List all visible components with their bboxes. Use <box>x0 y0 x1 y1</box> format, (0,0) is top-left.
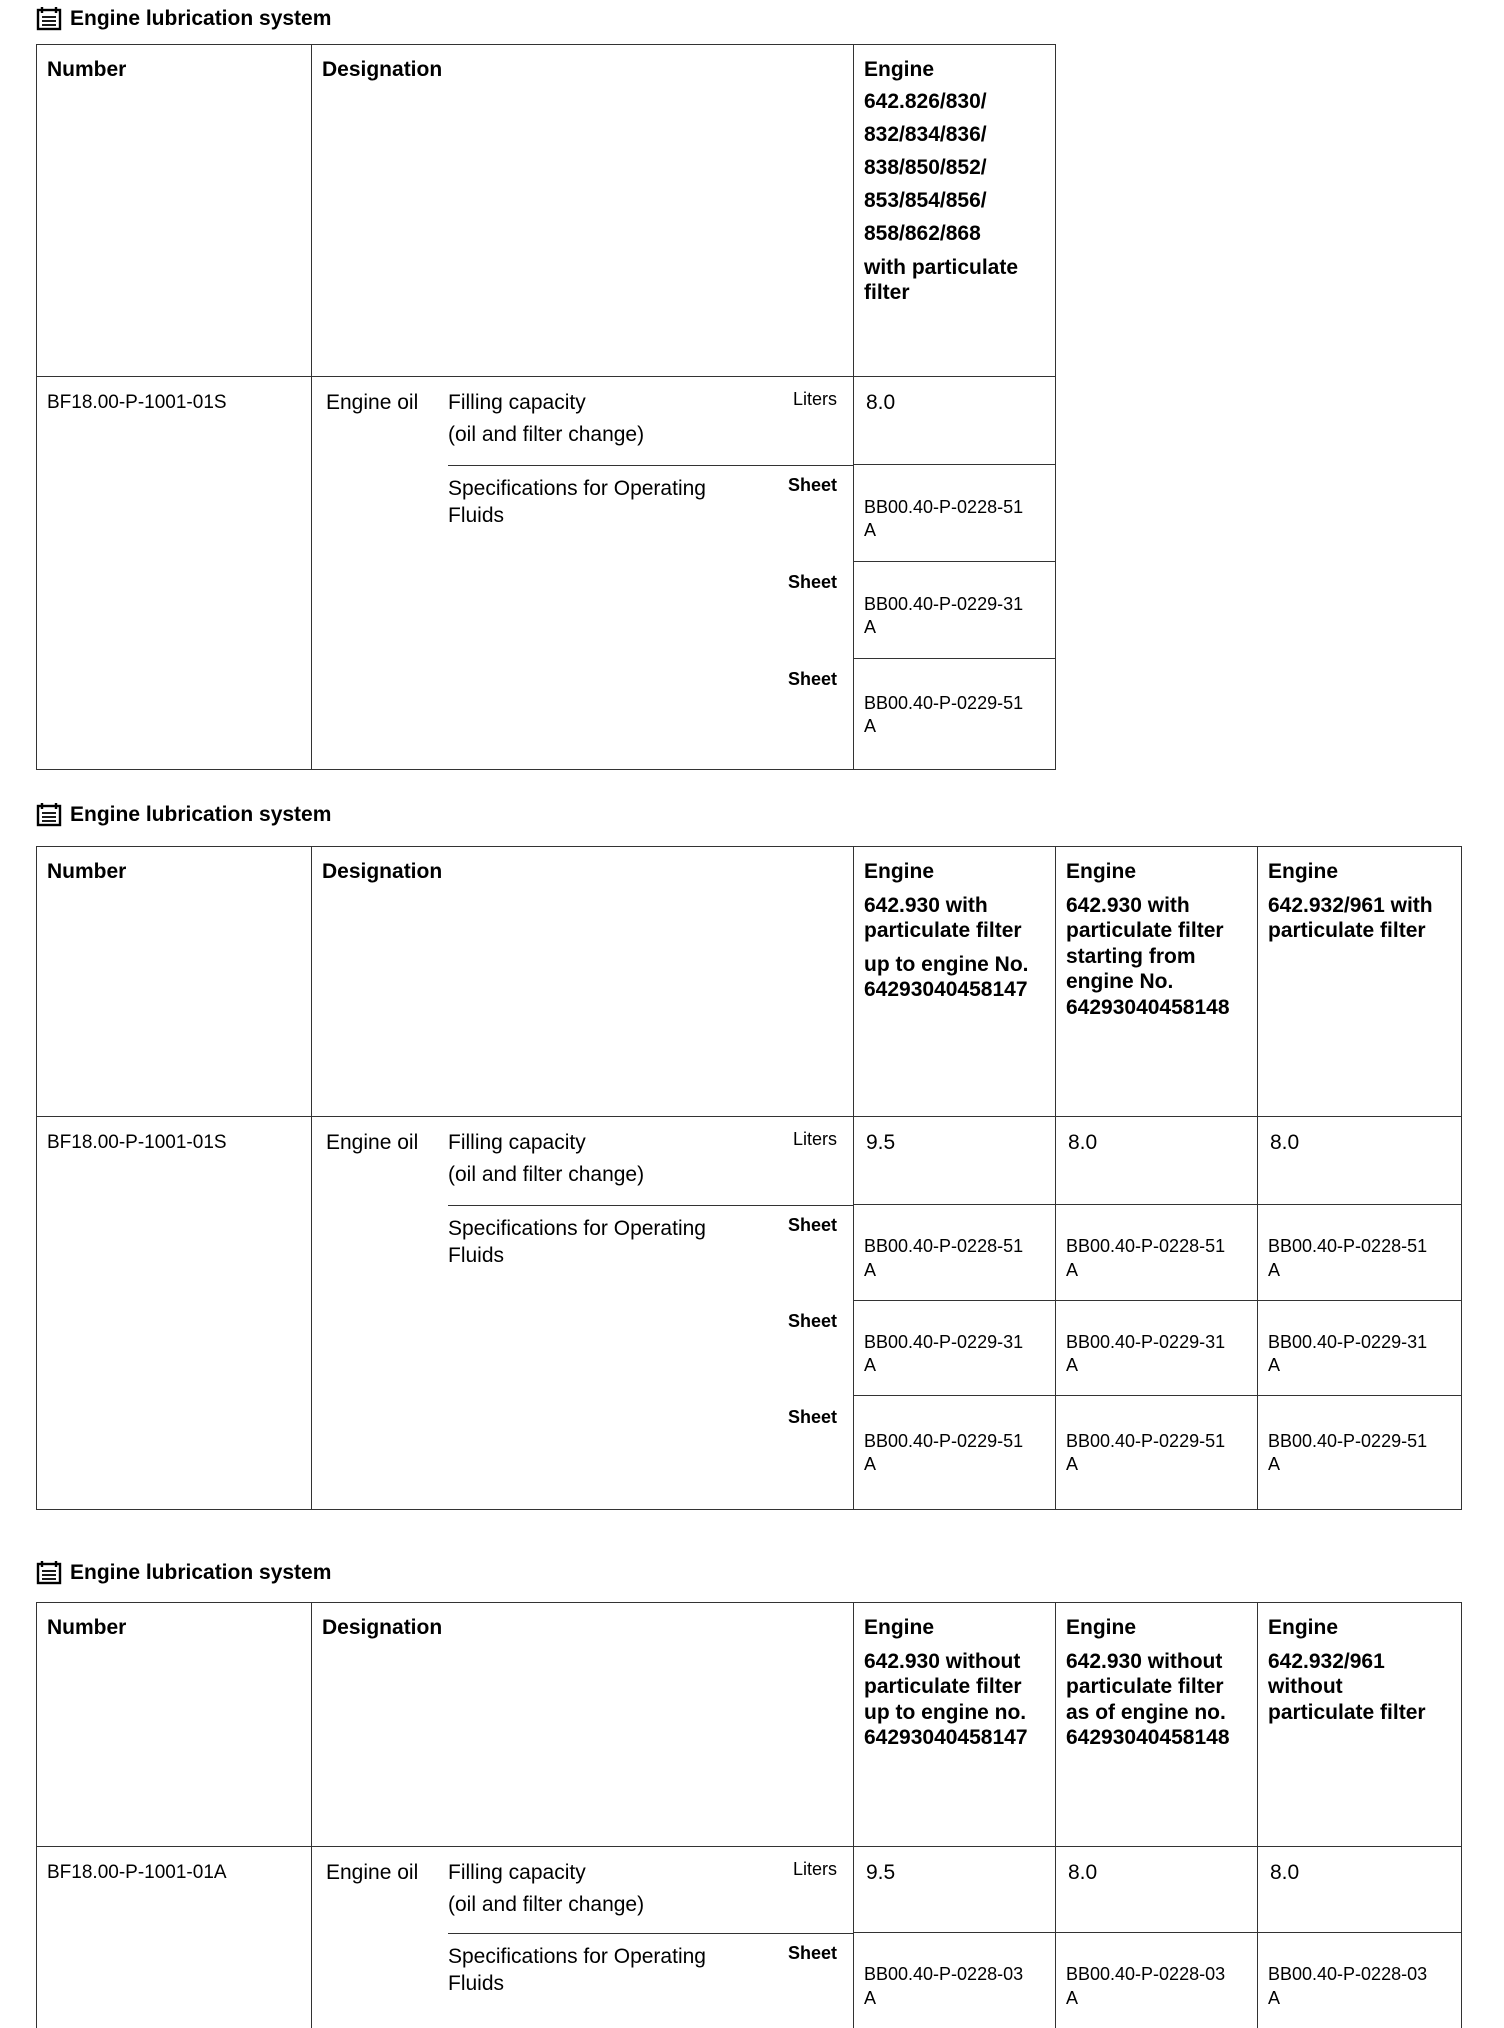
divider <box>448 465 853 466</box>
sheet-ref <box>1056 1396 1258 1510</box>
header-designation: Designation <box>312 45 854 377</box>
capacity-value: 9.5 <box>854 1117 1056 1205</box>
engine-line: 853/854/856/ <box>864 188 987 212</box>
sheet-suffix: A <box>1268 1454 1281 1475</box>
sheet-ref <box>854 1205 1056 1301</box>
capacity-value: 8.0 <box>1258 1847 1462 1933</box>
sheet-code: BB00.40-P-0229-51 <box>1066 1431 1226 1451</box>
spec-line1: Specifications for Operating <box>448 477 706 500</box>
sheet-ref <box>854 1301 1056 1396</box>
engine-heading: Engine <box>864 860 935 883</box>
header-engine <box>1056 847 1258 1117</box>
spec-table-2 <box>36 846 1462 1510</box>
sheet-suffix: A <box>864 716 877 737</box>
section-title <box>36 802 1462 828</box>
spec-line1: Specifications for Operating <box>448 1945 706 1968</box>
section-1 <box>36 6 1056 770</box>
sheet-suffix: A <box>1268 1987 1281 2008</box>
filling-capacity-label <box>448 1127 644 1190</box>
engine-heading: Engine <box>1066 860 1137 883</box>
sheet-ref <box>1056 1933 1258 2028</box>
sheet-ref <box>854 1396 1056 1510</box>
capacity-value: 8.0 <box>1258 1117 1462 1205</box>
designation-cell <box>312 377 854 770</box>
engine-line: 642.930 without particulate filter as of engine no. 64293040458148 <box>1066 1649 1230 1750</box>
engine-line: 858/862/868 <box>864 221 981 245</box>
section-title <box>36 1560 1462 1586</box>
spec-line2: Fluids <box>448 504 505 528</box>
header-number: Number <box>37 847 312 1117</box>
sheet-suffix: A <box>864 1454 877 1475</box>
sheet-code: BB00.40-P-0228-51 <box>1066 1236 1226 1257</box>
header-number: Number <box>37 1603 312 1847</box>
part-number: BF18.00-P-1001-01S <box>37 1117 312 1510</box>
liters-unit: Liters <box>792 389 837 409</box>
sheet-label: Sheet <box>787 475 837 495</box>
sheet-code: BB00.40-P-0229-31 <box>1066 1331 1226 1352</box>
sheet-code: BB00.40-P-0228-51 <box>1268 1236 1428 1257</box>
table-header-row <box>37 847 1462 1117</box>
sheet-suffix: A <box>1268 1259 1281 1280</box>
header-designation: Designation <box>312 1603 854 1847</box>
sheet-label: Sheet <box>787 1943 837 1963</box>
engine-line: 642.930 with particulate filter starting from engine No. 64293040458148 <box>1066 893 1230 1020</box>
filling-capacity-label <box>448 1857 644 1920</box>
manual-icon <box>36 6 64 32</box>
sheet-ref <box>1258 1396 1462 1510</box>
sheet-label: Sheet <box>787 572 837 592</box>
sheet-ref <box>1056 1301 1258 1396</box>
section-3 <box>36 1560 1462 2028</box>
spec-line2: Fluids <box>448 1244 505 1268</box>
engine-oil-label: Engine oil <box>326 391 419 414</box>
engine-oil-label: Engine oil <box>326 1861 419 1884</box>
sheet-suffix: A <box>1066 1355 1079 1375</box>
filling-capacity-text: Filling capacity <box>448 1861 586 1884</box>
sheet-ref <box>854 465 1056 562</box>
manual-icon <box>36 802 64 828</box>
sheet-code: BB00.40-P-0228-51 <box>864 496 1024 517</box>
sheet-code: BB00.40-P-0229-51 <box>1268 1431 1428 1451</box>
spec-table-1 <box>36 44 1056 770</box>
section-title <box>36 6 1056 32</box>
sheet-suffix: A <box>1066 1259 1079 1280</box>
sheet-ref <box>1258 1933 1462 2028</box>
sheet-ref <box>854 562 1056 659</box>
engine-line: 642.932/961 without particulate filter <box>1268 1649 1426 1724</box>
engine-heading: Engine <box>864 58 935 81</box>
manual-icon <box>36 1560 64 1586</box>
divider <box>448 1205 853 1206</box>
liters-unit: Liters <box>792 1859 837 1879</box>
divider <box>448 1933 853 1934</box>
designation-cell <box>312 1117 854 1510</box>
sheet-label: Sheet <box>787 1407 837 1427</box>
sheet-ref <box>854 1933 1056 2028</box>
capacity-value: 8.0 <box>1056 1847 1258 1933</box>
filling-capacity-sub: (oil and filter change) <box>448 422 645 446</box>
sheet-ref <box>1056 1205 1258 1301</box>
filling-capacity-label <box>448 387 644 450</box>
header-engine <box>854 45 1056 377</box>
sheet-suffix: A <box>1066 1987 1079 2008</box>
sheet-code: BB00.40-P-0229-31 <box>1268 1331 1428 1352</box>
spec-label <box>448 1943 706 1998</box>
sheet-code: BB00.40-P-0229-31 <box>864 1331 1024 1352</box>
engine-line: with particulate filter <box>864 255 1019 305</box>
part-number: BF18.00-P-1001-01A <box>37 1847 312 2028</box>
table-header-row <box>37 45 1056 377</box>
part-number: BF18.00-P-1001-01S <box>37 377 312 770</box>
sheet-suffix: A <box>864 617 877 637</box>
sheet-ref <box>1258 1205 1462 1301</box>
sheet-code: BB00.40-P-0229-51 <box>864 1431 1024 1451</box>
sheet-suffix: A <box>864 1355 877 1375</box>
engine-heading: Engine <box>864 1616 935 1639</box>
sheet-label: Sheet <box>787 1215 837 1235</box>
sheet-label: Sheet <box>787 1311 837 1331</box>
sheet-code: BB00.40-P-0228-03 <box>864 1964 1024 1985</box>
spec-label <box>448 1215 706 1270</box>
sheet-ref <box>1258 1301 1462 1396</box>
capacity-value: 8.0 <box>1056 1117 1258 1205</box>
sheet-suffix: A <box>864 1987 877 2008</box>
designation-cell <box>312 1847 854 2028</box>
engine-line: 838/850/852/ <box>864 155 987 179</box>
sheet-label: Sheet <box>787 669 837 689</box>
capacity-value: 9.5 <box>854 1847 1056 1933</box>
sheet-ref <box>854 659 1056 770</box>
filling-capacity-text: Filling capacity <box>448 391 586 414</box>
capacity-row <box>37 377 1056 465</box>
liters-unit: Liters <box>792 1129 837 1149</box>
header-engine <box>854 847 1056 1117</box>
table-header-row <box>37 1603 1462 1847</box>
spec-table-3 <box>36 1602 1462 2028</box>
filling-capacity-text: Filling capacity <box>448 1131 586 1154</box>
sheet-code: BB00.40-P-0229-51 <box>864 693 1024 713</box>
spec-line1: Specifications for Operating <box>448 1217 706 1240</box>
section-2 <box>36 802 1462 1510</box>
sheet-suffix: A <box>1066 1454 1079 1475</box>
sheet-suffix: A <box>864 520 877 540</box>
header-engine <box>1056 1603 1258 1847</box>
sheet-suffix: A <box>1268 1355 1281 1375</box>
engine-line: 642.826/830/ <box>864 89 987 113</box>
section-title-text: Engine lubrication system <box>70 803 332 826</box>
spec-line2: Fluids <box>448 1972 505 1996</box>
engine-line: 642.932/961 with particulate filter <box>1268 893 1433 943</box>
sheet-code: BB00.40-P-0228-03 <box>1268 1964 1428 1985</box>
engine-line: 832/834/836/ <box>864 122 987 146</box>
section-title-text: Engine lubrication system <box>70 7 332 30</box>
engine-line: 642.930 with particulate filter <box>864 893 1022 943</box>
header-designation: Designation <box>312 847 854 1117</box>
header-number: Number <box>37 45 312 377</box>
engine-line: up to engine No. 64293040458147 <box>864 952 1029 1002</box>
header-engine <box>1258 847 1462 1117</box>
spec-label <box>448 475 706 530</box>
engine-heading: Engine <box>1268 1616 1339 1639</box>
engine-heading: Engine <box>1066 1616 1137 1639</box>
sheet-code: BB00.40-P-0228-03 <box>1066 1964 1226 1985</box>
sheet-suffix: A <box>864 1259 877 1280</box>
filling-capacity-sub: (oil and filter change) <box>448 1892 645 1916</box>
engine-line: 642.930 without particulate filter up to engine no. 64293040458147 <box>864 1649 1028 1750</box>
section-title-text: Engine lubrication system <box>70 1561 332 1584</box>
sheet-code: BB00.40-P-0229-31 <box>864 593 1024 614</box>
header-engine <box>854 1603 1056 1847</box>
filling-capacity-sub: (oil and filter change) <box>448 1162 645 1186</box>
capacity-row <box>37 1847 1462 1933</box>
capacity-row <box>37 1117 1462 1205</box>
header-engine <box>1258 1603 1462 1847</box>
capacity-value: 8.0 <box>854 377 1056 465</box>
engine-heading: Engine <box>1268 860 1339 883</box>
engine-oil-label: Engine oil <box>326 1131 419 1154</box>
sheet-code: BB00.40-P-0228-51 <box>864 1236 1024 1257</box>
